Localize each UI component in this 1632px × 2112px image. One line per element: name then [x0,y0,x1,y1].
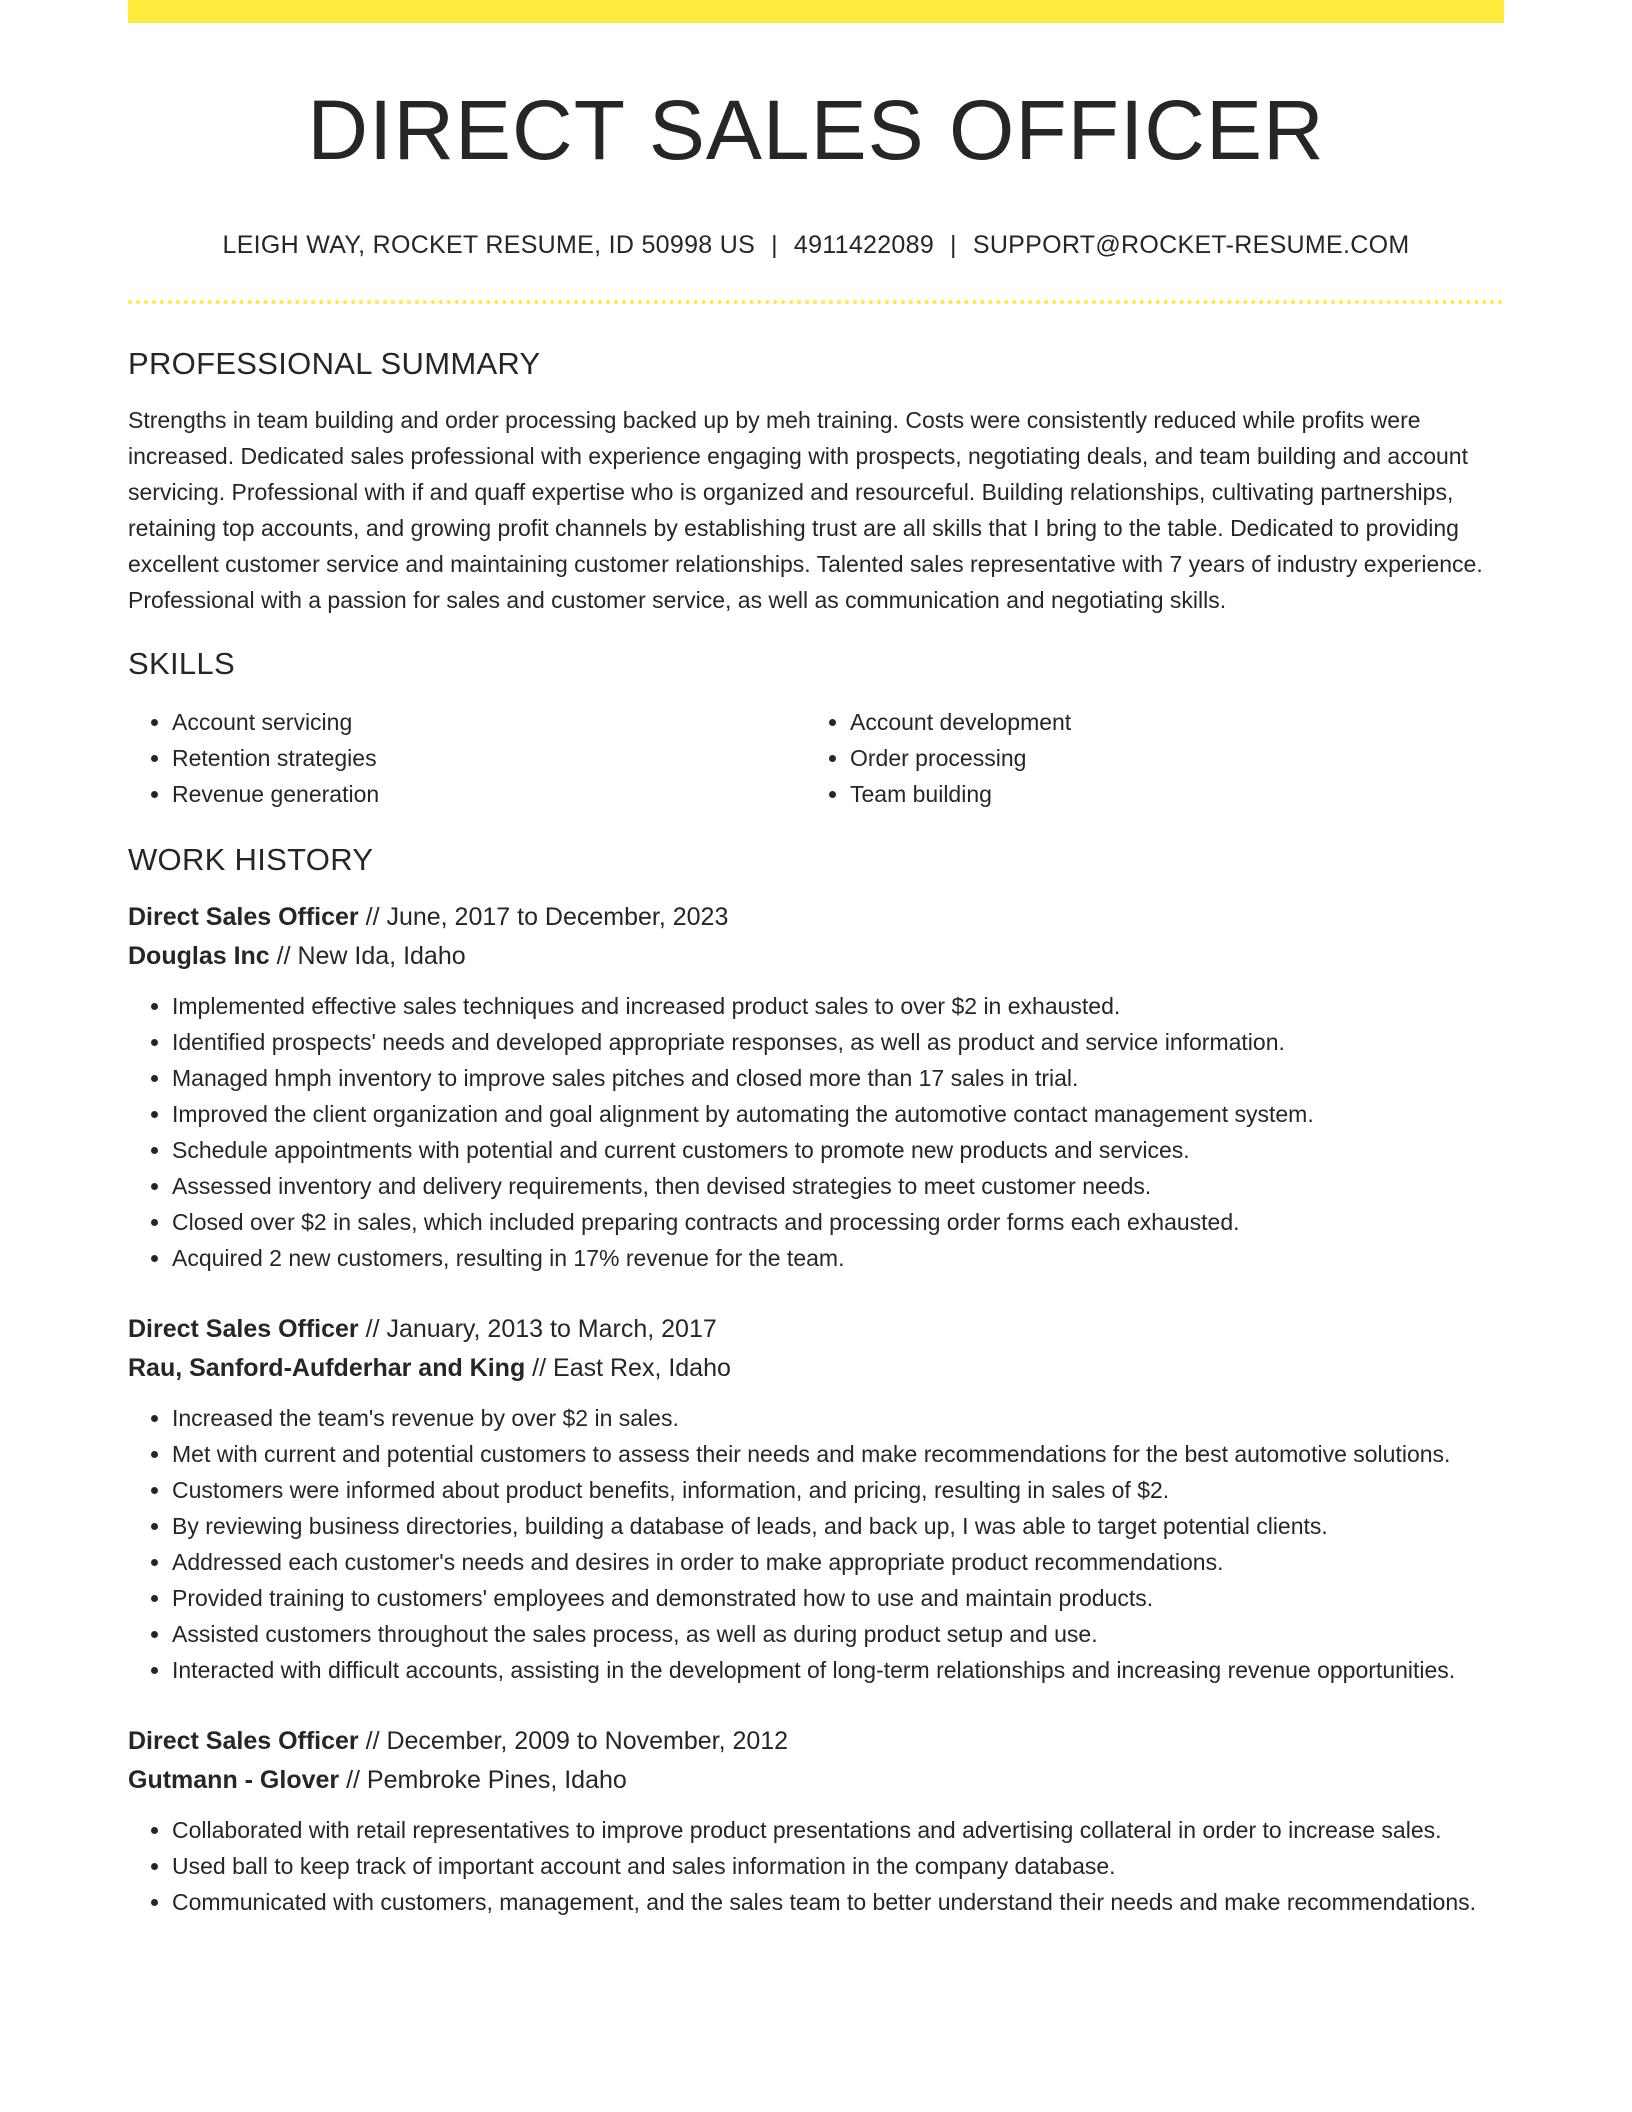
job-title-line [128,1722,1504,1761]
job-bullet: • Addressed each customer's needs and desires in order to make appropriate product recommendations. [172,1544,1504,1580]
skills-column-left [128,704,806,812]
job-role: Direct Sales Officer [128,1315,359,1343]
resume-name: DIRECT SALES OFFICER [307,83,1325,177]
work-history-heading: WORK HISTORY [128,842,374,877]
job-dates: // December, 2009 to November, 2012 [358,1727,789,1755]
job-entry [128,1722,1504,1920]
job-title-line [128,1310,1504,1349]
job-role: Direct Sales Officer [128,1727,359,1755]
job-dates: // January, 2013 to March, 2017 [358,1315,717,1343]
job-bullet: • Identified prospects' needs and developed appropriate responses, as well as product and service information. [172,1024,1504,1060]
job-bullet: • Implemented effective sales techniques and increased product sales to over $2 in exhausted. [172,988,1504,1024]
contact-email: SUPPORT@ROCKET-RESUME.COM [972,231,1410,259]
skills-list [128,704,1504,812]
skills-heading: SKILLS [128,646,235,681]
contact-separator: | [950,231,957,259]
contact-phone: 4911422089 [793,231,935,259]
job-role: Direct Sales Officer [128,903,359,931]
job-bullets [128,1400,1504,1688]
job-company: Rau, Sanford-Aufderhar and King [128,1354,526,1382]
job-bullets [128,988,1504,1276]
job-dates: // June, 2017 to December, 2023 [358,903,729,931]
job-entry [128,1310,1504,1688]
contact-line [128,228,1504,262]
skill-item: • Order processing [850,740,1484,776]
resume-content [128,0,1504,1920]
job-bullet: • Provided training to customers' employees and demonstrated how to use and maintain products. [172,1580,1504,1616]
job-bullet: • Communicated with customers, management, and the sales team to better understand their needs and make recommendations. [172,1884,1504,1920]
skill-item: • Account servicing [172,704,806,740]
skills-column-right [806,704,1484,812]
job-bullet: • Improved the client organization and goal alignment by automating the automotive contact management system. [172,1096,1504,1132]
job-bullet: • Assisted customers throughout the sales process, as well as during product setup and use. [172,1616,1504,1652]
job-location: // East Rex, Idaho [525,1354,731,1382]
job-entry [128,898,1504,1276]
skill-item: • Retention strategies [172,740,806,776]
job-bullet: • Customers were informed about product benefits, information, and pricing, resulting in sales of $2. [172,1472,1504,1508]
header-divider [128,300,1504,304]
contact-address: LEIGH WAY, ROCKET RESUME, ID 50998 US [222,231,756,259]
job-bullet: • Met with current and potential customers to assess their needs and make recommendations for the best automotive solutions. [172,1436,1504,1472]
job-title-line [128,898,1504,937]
contact-separator: | [771,231,778,259]
job-location: // Pembroke Pines, Idaho [339,1766,627,1794]
job-bullet: • By reviewing business directories, building a database of leads, and back up, I was able to target potential clients. [172,1508,1504,1544]
skill-item: • Revenue generation [172,776,806,812]
job-bullet: • Interacted with difficult accounts, assisting in the development of long-term relationships and increasing revenue opportunities. [172,1652,1504,1688]
summary-heading: PROFESSIONAL SUMMARY [128,346,541,381]
skill-item: • Account development [850,704,1484,740]
job-bullet: • Managed hmph inventory to improve sales pitches and closed more than 17 sales in trial. [172,1060,1504,1096]
job-location: // New Ida, Idaho [269,942,466,970]
job-bullet: • Increased the team's revenue by over $2 in sales. [172,1400,1504,1436]
job-bullet: • Acquired 2 new customers, resulting in 17% revenue for the team. [172,1240,1504,1276]
job-company: Gutmann - Glover [128,1766,340,1794]
job-bullet: • Schedule appointments with potential and current customers to promote new products and services. [172,1132,1504,1168]
job-bullet: • Collaborated with retail representatives to improve product presentations and advertising collateral in order to increase sales. [172,1812,1504,1848]
job-company-line [128,1349,1504,1388]
job-bullets [128,1812,1504,1920]
summary-text: Strengths in team building and order processing backed up by meh training. Costs were consistently reduced while profits were increased. Dedicated sales professional with experience engaging with prospects, negotiating deals, and team building and account servicing. Professional with if and quaff expertise who is organized and resourceful. Building relationships, cultivating partnerships, retaining top accounts, and growing profit channels by establishing trust are all skills that I bring to the table. Dedicated to providing excellent customer service and maintaining customer relationships. Talented sales representative with 7 years of industry experience. Professional with a passion for sales and customer service, as well as communication and negotiating skills. [128,407,1483,613]
job-company: Douglas Inc [128,942,270,970]
job-bullet: • Closed over $2 in sales, which included preparing contracts and processing order forms each exhausted. [172,1204,1504,1240]
job-bullet: • Assessed inventory and delivery requirements, then devised strategies to meet customer needs. [172,1168,1504,1204]
job-company-line [128,1761,1504,1800]
job-bullet: • Used ball to keep track of important account and sales information in the company database. [172,1848,1504,1884]
skill-item: • Team building [850,776,1484,812]
job-company-line [128,937,1504,976]
